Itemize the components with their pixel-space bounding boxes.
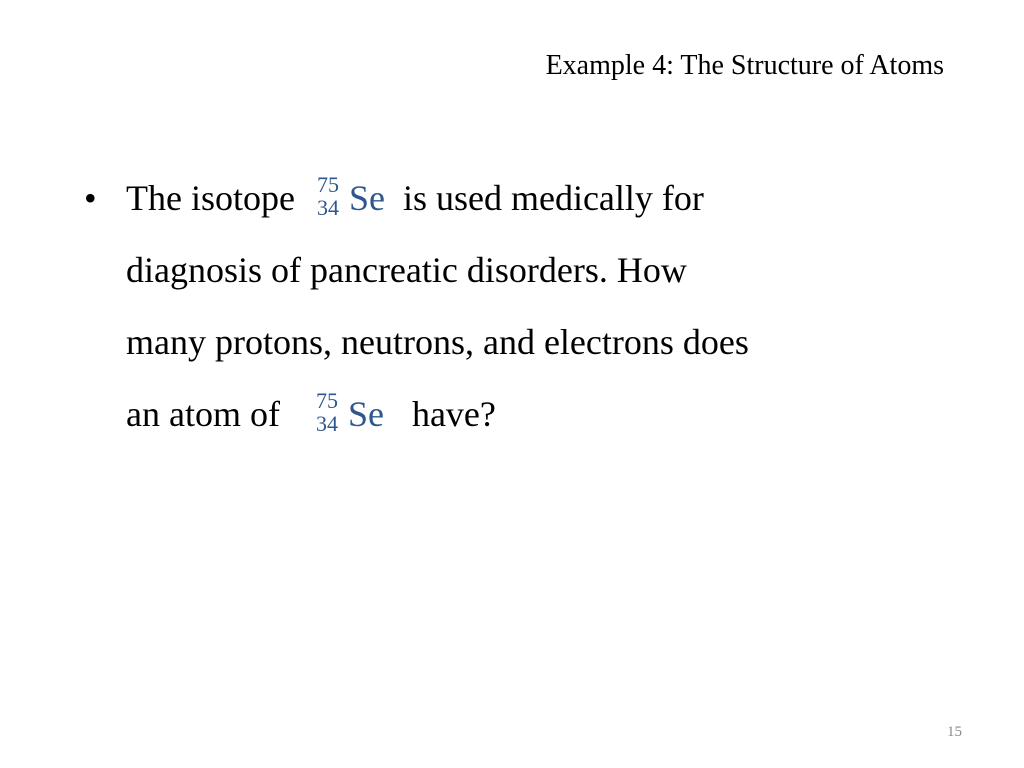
element-symbol: Se [347, 394, 384, 434]
slide-title: Example 4: The Structure of Atoms [545, 50, 944, 81]
bullet-line-2: diagnosis of pancreatic disorders. How [126, 250, 687, 290]
bullet-item [84, 162, 964, 450]
bullet-marker: • [84, 178, 97, 218]
mass-number: 75 [315, 388, 338, 413]
mass-number: 75 [316, 172, 339, 197]
bullet-list [84, 162, 964, 450]
text-before-first-isotope: The isotope [126, 178, 295, 218]
slide-number: 15 [947, 724, 962, 740]
text-before-second-isotope: an atom of [126, 394, 280, 434]
text-after-second-isotope: have? [411, 394, 496, 434]
bullet-line-3: many protons, neutrons, and electrons does [126, 322, 749, 362]
atomic-number: 34 [316, 195, 339, 220]
text-after-first-isotope: is used medically for [402, 178, 704, 218]
atomic-number: 34 [315, 411, 338, 436]
element-symbol: Se [348, 178, 385, 218]
isotope-notation-first [317, 162, 385, 234]
isotope-notation-second [316, 378, 384, 450]
